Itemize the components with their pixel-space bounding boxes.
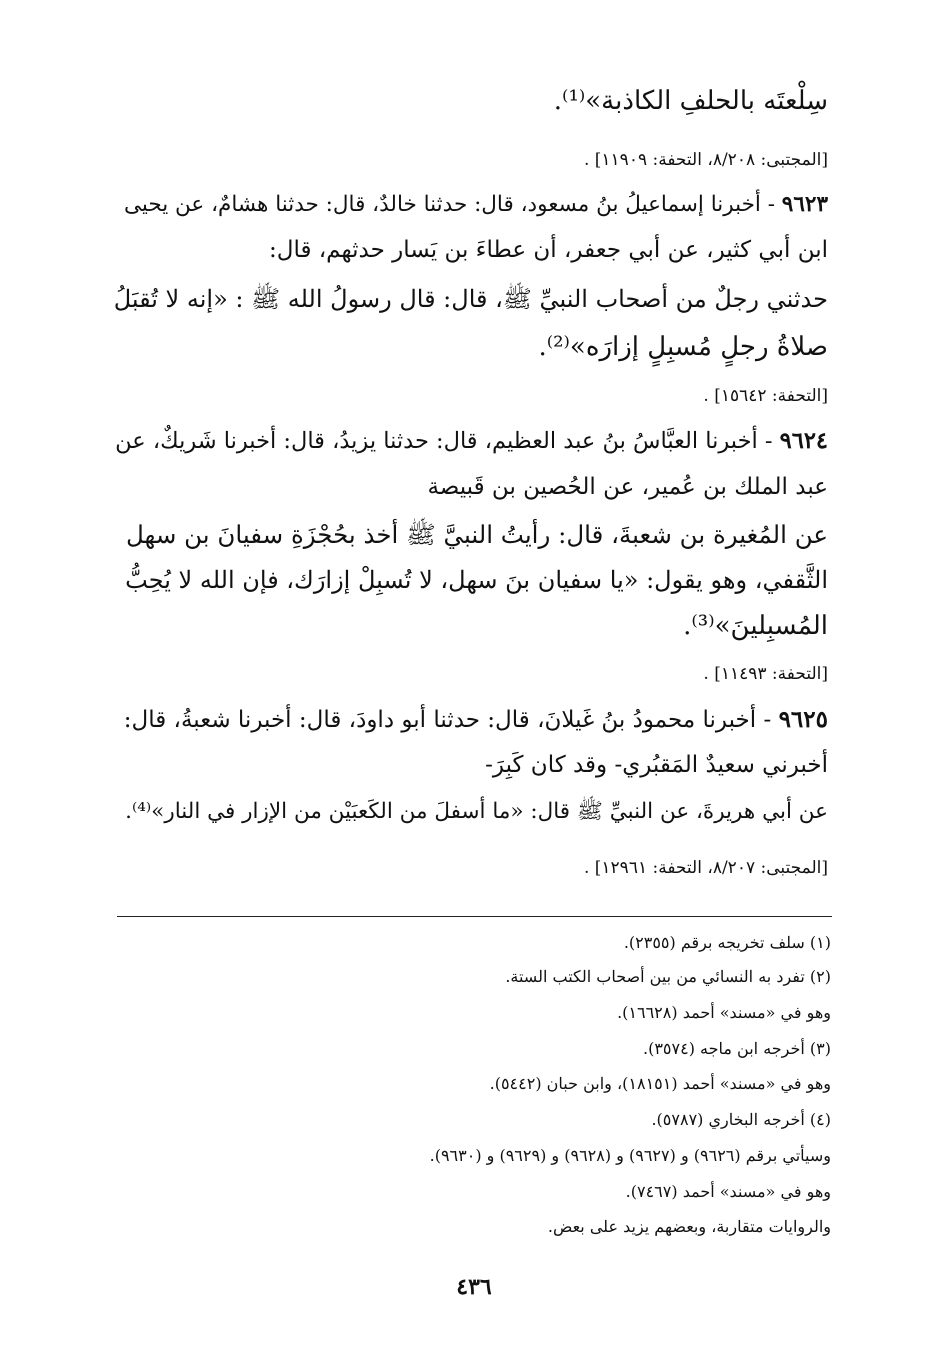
- footnote: وهو في «مسند» أحمد (١٨١٥١)، وابن حبان (٥٤٤٢).: [489, 1074, 831, 1093]
- footnote: (١) سلف تخريجه برقم (٢٣٥٥).: [623, 933, 831, 952]
- hadith-9624-line-1: [115, 428, 828, 454]
- hadith-text: - أخبرنا محمودُ بنُ غَيلانَ، قال: حدثنا أبو داودَ، قال: أخبرنا شعبةُ، قال:: [123, 707, 772, 733]
- source-reference: [المجتبى: ٨/٢٠٧، التحفة: ١٢٩٦١] .: [583, 858, 828, 878]
- hadith-9623-line-2: ابن أبي كثير، عن أبي جعفر، أن عطاءَ بن يَسار حدثهم، قال:: [268, 237, 828, 263]
- footnote: (٣) أخرجه ابن ماجه (٣٥٧٤).: [643, 1039, 831, 1058]
- footnote: والروايات متقاربة، وبعضهم يزيد على بعض.: [547, 1217, 831, 1236]
- footnote: وهو في «مسند» أحمد (١٦٦٢٨).: [617, 1003, 831, 1022]
- page-number: ٤٣٦: [456, 1274, 492, 1300]
- hadith-9623-line-4: صلاةُ رجلٍ مُسبِلٍ إزارَه»⁽²⁾.: [538, 332, 828, 362]
- hadith-9624-line-3: عن المُغيرة بن شعبةَ، قال: رأيتُ النبيَّ ﷺ أخذ بحُجْزَةِ سفيانَ بن سهل: [125, 520, 828, 549]
- footnote: وسيأتي برقم (٩٦٢٦) و (٩٦٢٧) و (٩٦٢٨) و (٩٦٢٩) و (٩٦٣٠).: [429, 1146, 831, 1165]
- text-line: سِلْعتَه بالحلفِ الكاذبة»⁽¹⁾.: [553, 86, 828, 116]
- hadith-9625-line-3: عن أبي هريرةَ، عن النبيِّ ﷺ قال: «ما أسفلَ من الكَعبَيْن من الإزار في النار»⁽⁴⁾.: [125, 799, 828, 824]
- footnote: وهو في «مسند» أحمد (٧٤٦٧).: [625, 1182, 831, 1201]
- footnote: (٢) تفرد به النسائي من بين أصحاب الكتب الستة.: [505, 967, 831, 986]
- source-reference: [المجتبى: ٨/٢٠٨، التحفة: ١١٩٠٩] .: [583, 150, 828, 170]
- footnote-divider: [117, 916, 832, 917]
- hadith-9623-line-1: [124, 192, 828, 217]
- hadith-9624-line-4: الثَّقفي، وهو يقول: «يا سفيان بنَ سهل، لا تُسبِلْ إزارَك، فإن الله لا يُحِبُّ: [125, 566, 828, 594]
- hadith-number: ٩٦٢٥: [778, 706, 828, 733]
- hadith-9624-line-2: عبد الملك بن عُمير، عن الحُصين بن قَبيصة: [427, 474, 828, 500]
- hadith-9625-line-2: أخبرني سعيدٌ المَقبُري- وقد كان كَبِرَ-: [485, 752, 828, 778]
- footnote: (٤) أخرجه البخاري (٥٧٨٧).: [651, 1110, 831, 1129]
- hadith-9625-line-1: [124, 706, 828, 733]
- hadith-text: - أخبرنا العبَّاسُ بنُ عبد العظيم، قال: حدثنا يزيدُ، قال: أخبرنا شَريكٌ، عن: [115, 428, 773, 454]
- hadith-9624-line-5: المُسبِلينَ»⁽³⁾.: [683, 611, 828, 641]
- source-reference: [التحفة: ١١٤٩٣] .: [703, 664, 828, 684]
- hadith-number: ٩٦٢٣: [781, 192, 828, 217]
- hadith-number: ٩٦٢٤: [779, 428, 828, 454]
- source-reference: [التحفة: ١٥٦٤٢] .: [703, 386, 828, 406]
- hadith-text: - أخبرنا إسماعيلُ بنُ مسعود، قال: حدثنا خالدٌ، قال: حدثنا هشامٌ، عن يحيى: [123, 192, 775, 217]
- hadith-9623-line-3: حدثني رجلٌ من أصحاب النبيِّ ﷺ، قال: قال رسولُ الله ﷺ : «إنه لا تُقبَلُ: [113, 285, 828, 313]
